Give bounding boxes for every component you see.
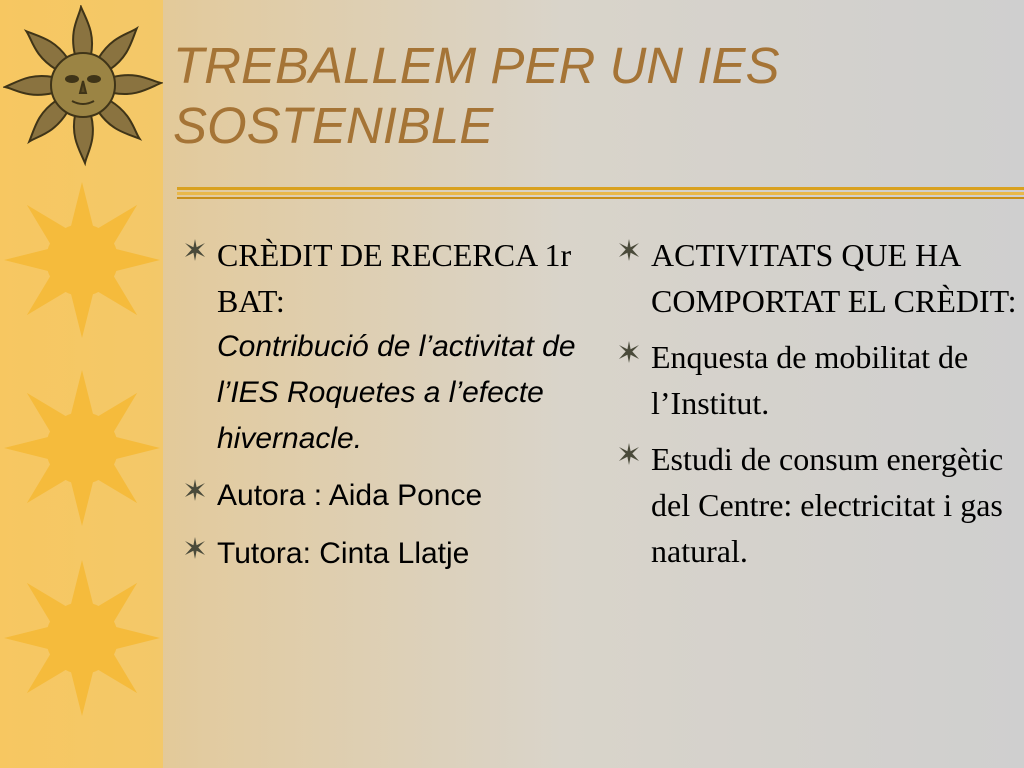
list-item — [183, 232, 583, 462]
star-bullet-icon — [183, 478, 207, 502]
sun-face-icon — [3, 5, 163, 170]
list-item — [617, 334, 1017, 426]
sun-icon — [2, 558, 162, 718]
slide-title-line1: TREBALLEM PER UN IES — [173, 37, 780, 94]
left-column — [183, 232, 583, 588]
credit-heading: CRÈDIT DE RECERCA 1r BAT: — [217, 237, 572, 319]
sun-icon — [2, 368, 162, 528]
slide-title-line2: SOSTENIBLE — [173, 97, 494, 154]
credit-topic: Contribució de l’activitat de l’IES Roquetes a l’efecte hivernacle. — [217, 330, 576, 455]
star-bullet-icon — [617, 442, 641, 466]
list-item — [617, 436, 1017, 574]
author-text: Autora : Aida Ponce — [217, 479, 483, 512]
activity-mobility: Enquesta de mobilitat de l’Institut. — [651, 339, 969, 421]
activity-energy: Estudi de consum energètic del Centre: electricitat i gas natural. — [651, 441, 1004, 569]
slide-title — [173, 36, 993, 156]
activities-heading: ACTIVITATS QUE HA COMPORTAT EL CRÈDIT: — [651, 237, 1017, 319]
tutor-text: Tutora: Cinta Llatje — [217, 537, 470, 570]
list-item — [617, 232, 1017, 324]
list-item — [183, 530, 583, 578]
left-decor-strip — [0, 0, 163, 768]
star-bullet-icon — [617, 340, 641, 364]
sun-icon — [2, 180, 162, 340]
star-bullet-icon — [183, 238, 207, 262]
list-item — [183, 472, 583, 520]
title-divider — [177, 181, 1024, 203]
star-bullet-icon — [617, 238, 641, 262]
right-column — [617, 232, 1017, 584]
star-bullet-icon — [183, 536, 207, 560]
